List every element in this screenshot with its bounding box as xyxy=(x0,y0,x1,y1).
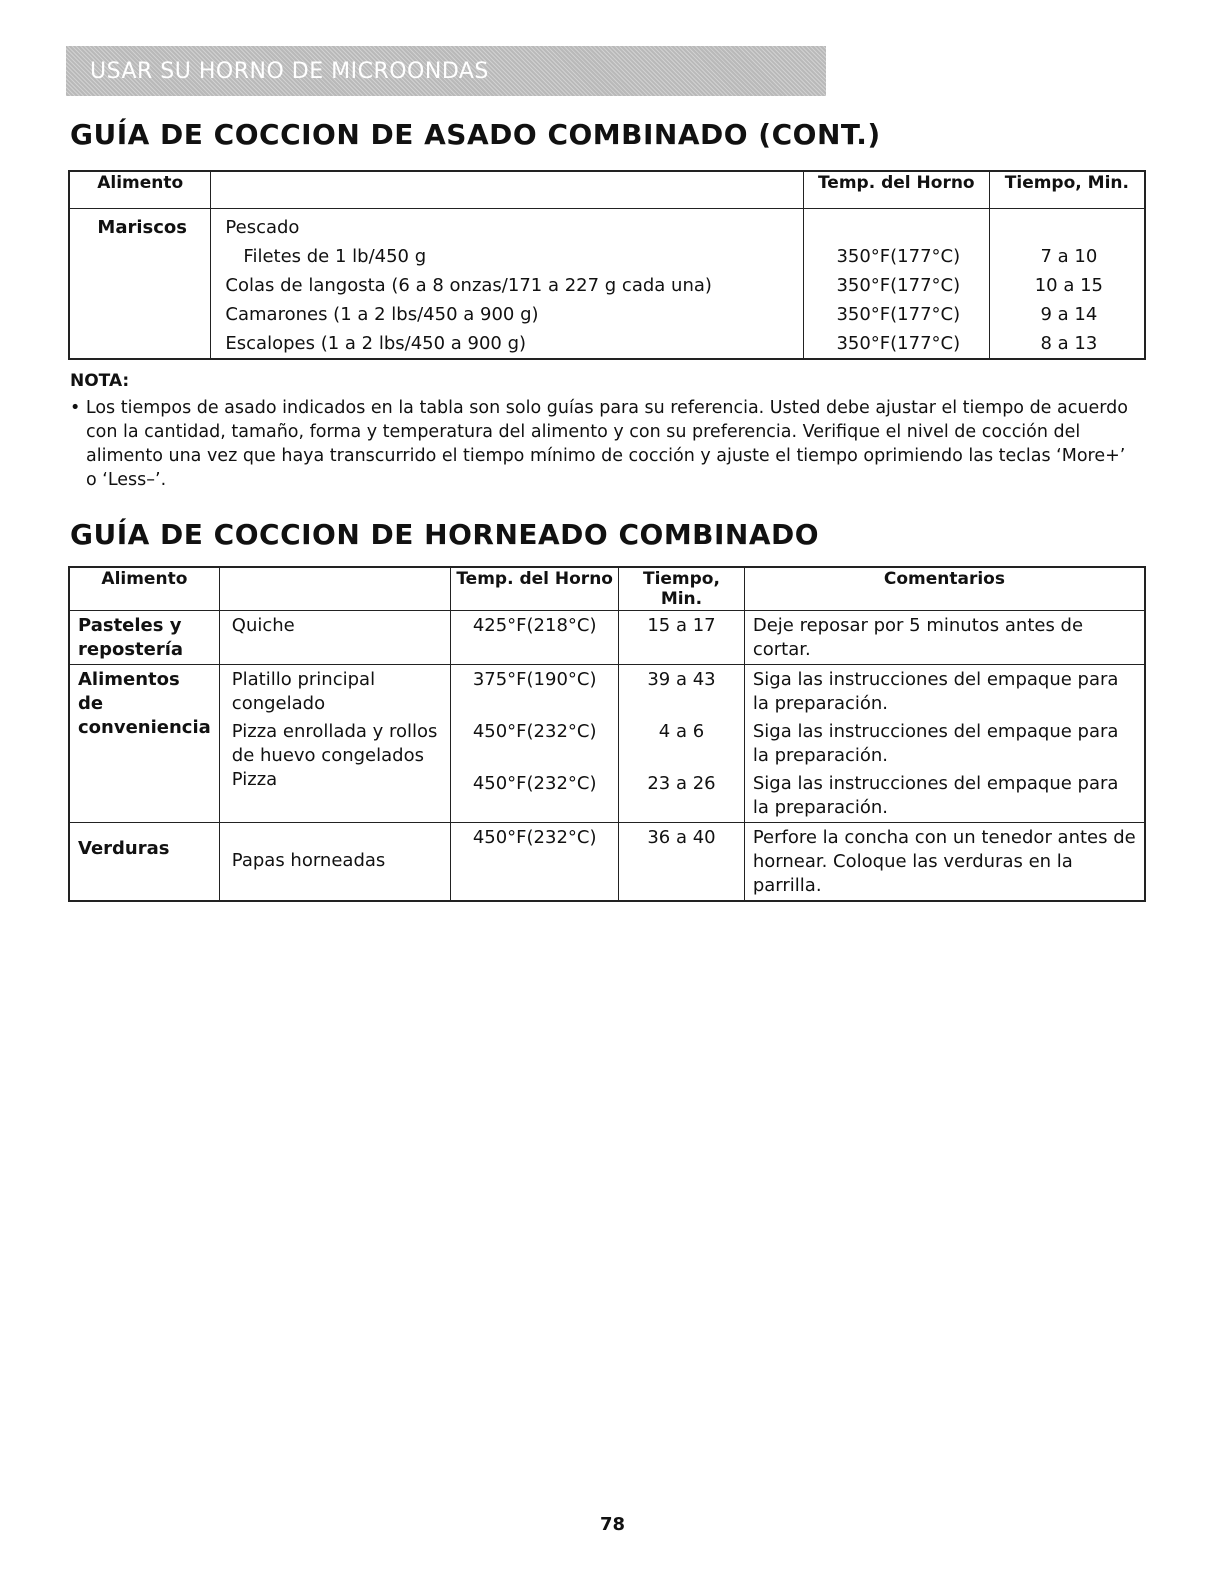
col-header-temp: Temp. del Horno xyxy=(451,567,619,611)
comment-cell: Deje reposar por 5 minutos antes de cortar. xyxy=(744,611,1145,665)
note-text: • Los tiempos de asado indicados en la tabla son solo guías para su referencia. Usted debe ajustar el tiempo de acuerdo con la cantidad, tamaño, forma y temperatura del alimento y con su preferencia. Verifique el nivel de cocción del alimento una vez que haya transcurrido el tiempo mínimo de cocción y ajuste el tiempo oprimiendo las teclas ‘More+’ o ‘Less–’. xyxy=(70,398,1128,490)
table-row xyxy=(69,665,1145,823)
time-value: 39 a 43 xyxy=(647,669,716,690)
item-cell: Papas horneadas xyxy=(219,823,450,902)
time-value: 10 a 15 xyxy=(1034,275,1104,296)
temp-value: 350°F(177°C) xyxy=(836,333,961,354)
time-cell xyxy=(989,209,1145,360)
horneado-table xyxy=(68,566,1146,902)
section-banner xyxy=(66,46,826,96)
items-cell xyxy=(219,665,450,823)
col-header-blank xyxy=(219,567,450,611)
temp-value: 350°F(177°C) xyxy=(836,304,961,325)
comment-text: Siga las instrucciones del empaque para la preparación. xyxy=(752,773,1119,818)
items-cell xyxy=(211,209,803,360)
time-value: 7 a 10 xyxy=(1040,246,1098,267)
list-item: Pizza xyxy=(231,769,278,790)
list-item: Camarones (1 a 2 lbs/450 a 900 g) xyxy=(225,304,539,325)
table-row xyxy=(69,611,1145,665)
list-item: Platillo principal congelado xyxy=(231,669,376,714)
list-item: Filetes de 1 lb/450 g xyxy=(243,246,427,267)
asado-table xyxy=(68,170,1146,360)
col-header-temp: Temp. del Horno xyxy=(803,171,989,209)
list-item: Escalopes (1 a 2 lbs/450 a 900 g) xyxy=(225,333,527,354)
col-header-time: Tiempo, Min. xyxy=(619,567,745,611)
banner-text: USAR SU HORNO DE MICROONDAS xyxy=(90,58,489,84)
col-header-blank xyxy=(211,171,803,209)
temp-cell: 450°F(232°C) xyxy=(451,823,619,902)
comment-text: Siga las instrucciones del empaque para la preparación. xyxy=(752,669,1119,714)
temp-cell: 425°F(218°C) xyxy=(451,611,619,665)
temp-cell xyxy=(451,665,619,823)
table-header-row xyxy=(69,567,1145,611)
time-cell: 15 a 17 xyxy=(619,611,745,665)
time-cell xyxy=(619,665,745,823)
list-item: Pizza enrollada y rollos de huevo congelados xyxy=(231,721,438,766)
temp-value: 450°F(232°C) xyxy=(472,773,597,794)
col-header-comments: Comentarios xyxy=(744,567,1145,611)
temp-value: 350°F(177°C) xyxy=(836,275,961,296)
temp-value: 350°F(177°C) xyxy=(836,246,961,267)
page-number: 78 xyxy=(599,1514,626,1535)
col-header-alimento: Alimento xyxy=(69,171,211,209)
table-row xyxy=(69,209,1145,360)
time-cell: 36 a 40 xyxy=(619,823,745,902)
item-cell: Quiche xyxy=(219,611,450,665)
time-value: 4 a 6 xyxy=(658,721,705,742)
col-header-alimento: Alimento xyxy=(69,567,219,611)
time-value: 23 a 26 xyxy=(647,773,716,794)
col-header-time: Tiempo, Min. xyxy=(989,171,1145,209)
table-header-row xyxy=(69,171,1145,209)
horneado-guide-title: GUÍA DE COCCION DE HORNEADO COMBINADO xyxy=(70,518,820,551)
temp-value: 375°F(190°C) xyxy=(472,669,597,690)
time-value: 9 a 14 xyxy=(1040,304,1098,325)
asado-guide-title: GUÍA DE COCCION DE ASADO COMBINADO (CONT.) xyxy=(70,118,881,151)
time-value: 8 a 13 xyxy=(1040,333,1098,354)
comment-text: Siga las instrucciones del empaque para la preparación. xyxy=(752,721,1119,766)
group-label: Pescado xyxy=(225,217,300,238)
category-cell: Verduras xyxy=(69,823,219,902)
temp-cell xyxy=(803,209,989,360)
category-cell: Mariscos xyxy=(69,209,211,360)
list-item: Colas de langosta (6 a 8 onzas/171 a 227 g cada una) xyxy=(225,275,712,296)
category-cell: Pasteles y repostería xyxy=(69,611,219,665)
note-title: NOTA: xyxy=(70,371,130,391)
temp-value: 450°F(232°C) xyxy=(472,721,597,742)
comment-cell: Perfore la concha con un tenedor antes de hornear. Coloque las verduras en la parrilla. xyxy=(744,823,1145,902)
category-cell: Alimentos de conveniencia xyxy=(69,665,219,823)
comment-cell xyxy=(744,665,1145,823)
table-row xyxy=(69,823,1145,902)
